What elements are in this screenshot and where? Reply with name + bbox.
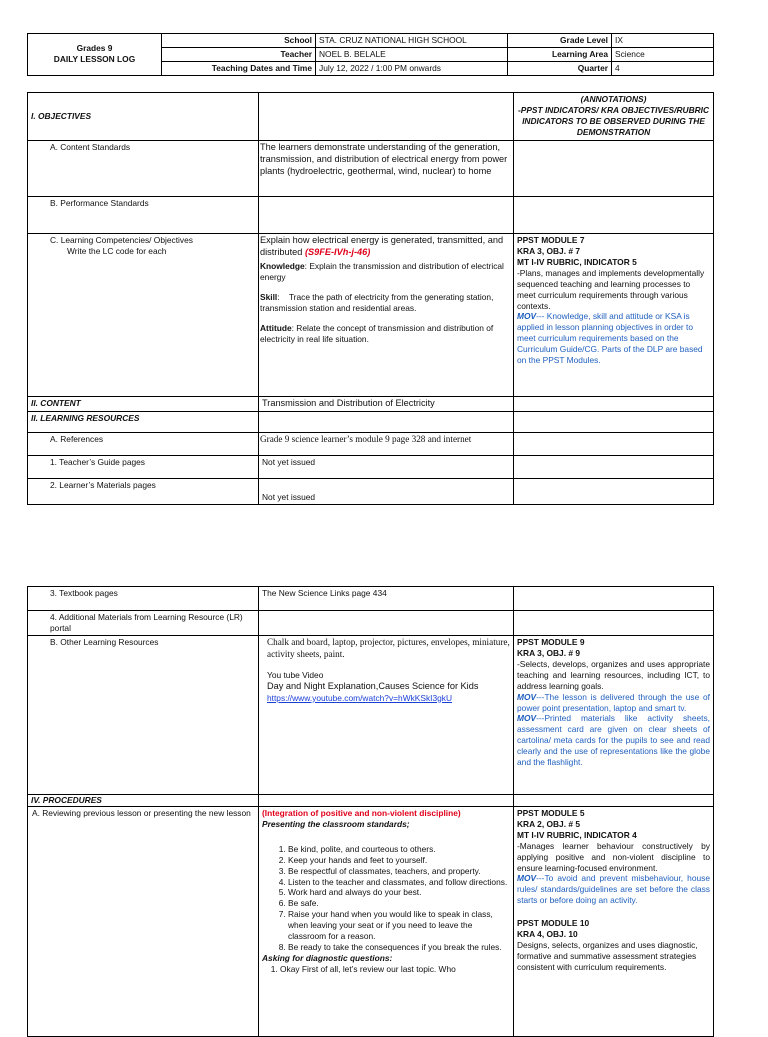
lesson-table-page1 xyxy=(27,92,714,505)
ann10-kra: KRA 4, OBJ. 10 xyxy=(517,929,578,940)
log-title: DAILY LESSON LOG xyxy=(53,53,136,64)
video-title: Day and Night Explanation,Causes Science for Kids xyxy=(267,680,479,691)
content-standards-annotation xyxy=(514,141,714,197)
review-content xyxy=(259,806,514,1036)
skill-text: Trace the path of electricity from the generating station, transmission station and residential areas. xyxy=(260,291,494,313)
annotations-title: (ANNOTATIONS) xyxy=(580,94,647,104)
ann5-module: PPST MODULE 5 xyxy=(517,807,585,818)
ann-mov-label: MOV xyxy=(517,311,537,322)
skill-objective: Skill: Trace the path of electricity from the generating station, transmission station and residential areas. xyxy=(260,291,494,313)
attitude-label: Attitude xyxy=(260,322,292,333)
ann10-module: PPST MODULE 10 xyxy=(517,918,590,929)
competencies-annotation xyxy=(514,234,714,397)
competency-code: (S9FE-IVh-j-46) xyxy=(304,246,371,257)
quarter-label: Quarter xyxy=(508,61,612,75)
rule-item: 1. Be kind, polite, and courteous to others. xyxy=(288,844,510,855)
grade-level-label: Grade Level xyxy=(508,34,612,48)
dates-label: Teaching Dates and Time xyxy=(162,61,316,75)
rule-item: 8. Be ready to take the consequences if you break the rules. xyxy=(288,942,510,953)
lesson-table-page2 xyxy=(27,586,714,1037)
review-annotation xyxy=(514,806,714,1036)
competencies-sub: Write the LC code for each xyxy=(67,245,167,256)
rule-item: 4. Listen to the teacher and classmates, and follow directions. xyxy=(288,877,510,888)
lm-annotation xyxy=(514,479,714,505)
ann-mov-text: --- Knowledge, skill and attitude or KSA is applied in lesson planning objectives in order to meet curriculum requirements based on the Curriculum Guide/CG. Parts of the DLP are based on the PPST Modules. xyxy=(517,311,703,366)
performance-standards-text xyxy=(259,197,514,234)
additional-annotation xyxy=(514,611,714,636)
competencies-content xyxy=(259,234,514,397)
content-standards-text: The learners demonstrate understanding of the generation, transmission, and distribution of electrical energy from power plants (hydroelectric, geothermal, wind, nuclear) to home xyxy=(259,141,514,197)
learning-area-value: Science xyxy=(612,47,714,61)
annotations-header xyxy=(514,93,714,141)
additional-value xyxy=(259,611,514,636)
ann5-mov-label: MOV xyxy=(517,873,537,884)
skill-label: Skill xyxy=(260,291,278,302)
ann9-mov1 xyxy=(517,692,710,714)
asking-text: Asking for diagnostic questions: xyxy=(262,952,393,963)
content-standards-label: A. Content Standards xyxy=(28,141,259,197)
tg-value: Not yet issued xyxy=(259,456,514,479)
lm-value: Not yet issued xyxy=(259,479,514,505)
ann5-kra: KRA 2, OBJ. # 5 xyxy=(517,818,580,829)
ann9-desc: -Selects, develops, organizes and uses appropriate teaching and learning resources, including ICT, to address learning goals. xyxy=(517,658,710,691)
tg-label: 1. Teacher’s Guide pages xyxy=(28,456,259,479)
knowledge-objective xyxy=(260,261,510,283)
ann-desc: -Plans, manages and implements developmentally sequenced teaching and learning processes to meet curriculum requirements through various contexts. xyxy=(517,267,705,311)
review-label: A. Reviewing previous lesson or presenting the new lesson xyxy=(28,806,259,1036)
ann9-mov1-text: ---The lesson is delivered through the use of power point presentation, laptop and smart tv. xyxy=(517,691,710,713)
objectives-empty xyxy=(259,93,514,141)
ann5-mov xyxy=(517,873,710,906)
diagnostic-list xyxy=(262,964,510,975)
references-annotation xyxy=(514,433,714,456)
school-value: STA. CRUZ NATIONAL HIGH SCHOOL xyxy=(316,34,508,48)
rule-item: 6. Be safe. xyxy=(288,898,510,909)
video-link[interactable]: https://www.youtube.com/watch?v=hWkKSkI3gkU xyxy=(267,692,453,703)
references-label: A. References xyxy=(28,433,259,456)
ann-module: PPST MODULE 7 xyxy=(517,235,585,245)
attitude-text: : Relate the concept of transmission and distribution of electricity in real life situation. xyxy=(260,322,494,344)
ann9-mov1-label: MOV xyxy=(517,691,537,702)
competencies-label-cell xyxy=(28,234,259,397)
video-label: You tube Video xyxy=(267,669,324,680)
knowledge-text: : Explain the transmission and distribution of electrical energy xyxy=(260,260,504,282)
other-resources-annotation xyxy=(514,636,714,795)
ann-mov xyxy=(517,311,710,366)
performance-standards-annotation xyxy=(514,197,714,234)
teacher-label: Teacher xyxy=(162,47,316,61)
resources-empty xyxy=(259,412,514,433)
other-resources-content xyxy=(259,636,514,795)
content-label: II. CONTENT xyxy=(28,397,259,412)
rules-list xyxy=(262,844,510,953)
ann9-mov2-text: ---Printed materials like activity sheets, assessment card are given on clear sheets of cartolina/ meta cards for the pupils to see and read clearly and the use of representations like the globe and the flashlight. xyxy=(517,713,710,768)
rule-item: 2. Keep your hands and feet to yourself. xyxy=(288,855,510,866)
competency-text: Explain how electrical energy is generated, transmitted, and distributed xyxy=(260,235,504,257)
ann9-kra: KRA 3, OBJ. # 9 xyxy=(517,647,580,658)
rule-item: 5. Work hard and always do your best. xyxy=(288,887,510,898)
resources-label: II. LEARNING RESOURCES xyxy=(28,412,259,433)
header-table xyxy=(27,33,714,76)
header-title-cell xyxy=(28,34,162,76)
teacher-value: NOEL B. BELALE xyxy=(316,47,508,61)
lm-label: 2. Learner’s Materials pages xyxy=(28,479,259,505)
procedures-annotation xyxy=(514,795,714,807)
competency-statement xyxy=(260,235,510,259)
other-resources-label: B. Other Learning Resources xyxy=(28,636,259,795)
procedures-empty xyxy=(259,795,514,807)
additional-label: 4. Additional Materials from Learning Resource (LR) portal xyxy=(28,611,259,636)
school-label: School xyxy=(162,34,316,48)
objectives-label: I. OBJECTIVES xyxy=(28,93,259,141)
ann5-desc: -Manages learner behaviour constructively by applying positive and non-violent discipline to ensure learning-focused environment. xyxy=(517,840,710,873)
content-annotation xyxy=(514,397,714,412)
presenting-text: Presenting the classroom standards; xyxy=(262,818,410,829)
integration-text: (Integration of positive and non-violent discipline) xyxy=(262,807,461,818)
attitude-objective xyxy=(260,323,510,345)
tg-annotation xyxy=(514,456,714,479)
quarter-value: 4 xyxy=(612,61,714,75)
textbook-label: 3. Textbook pages xyxy=(28,587,259,611)
references-value: Grade 9 science learner’s module 9 page 328 and internet xyxy=(259,433,514,456)
competencies-label: C. Learning Competencies/ Objectives xyxy=(50,235,193,245)
ann-rubric: MT I-IV RUBRIC, INDICATOR 5 xyxy=(517,256,637,267)
procedures-label: IV. PROCEDURES xyxy=(28,795,259,807)
diagnostic-item: 1. Okay First of all, let’s review our last topic. Who xyxy=(280,964,510,975)
knowledge-label: Knowledge xyxy=(260,260,305,271)
ann5-rubric: MT I-IV RUBRIC, INDICATOR 4 xyxy=(517,829,637,840)
other-resources-text: Chalk and board, laptop, projector, pictures, envelopes, miniature, activity sheets, paint. xyxy=(267,637,510,659)
performance-standards-label: B. Performance Standards xyxy=(28,197,259,234)
rule-item: 7. Raise your hand when you would like to speak in class, when leaving your seat or if you need to leave the classroom for a reason. xyxy=(288,909,510,942)
content-value: Transmission and Distribution of Electricity xyxy=(259,397,514,412)
ann-kra: KRA 3, OBJ. # 7 xyxy=(517,245,580,256)
annotations-subtitle: -PPST INDICATORS/ KRA OBJECTIVES/RUBRIC INDICATORS TO BE OBSERVED DURING THE DEMONSTRATION xyxy=(517,104,710,137)
resources-annotation xyxy=(514,412,714,433)
ann9-mov2-label: MOV xyxy=(517,713,537,724)
textbook-value: The New Science Links page 434 xyxy=(259,587,514,611)
rule-item: 3. Be respectful of classmates, teachers, and property. xyxy=(288,866,510,877)
ann10-desc: Designs, selects, organizes and uses diagnostic, formative and summative assessment strategies consistent with curriculum requirements. xyxy=(517,940,698,972)
textbook-annotation xyxy=(514,587,714,611)
ann5-mov-text: ---To avoid and prevent misbehaviour, house rules/ standards/guidelines are set before the class starts or before doing an activity. xyxy=(517,873,710,906)
dates-value: July 12, 2022 / 1:00 PM onwards xyxy=(316,61,508,75)
ann9-module: PPST MODULE 9 xyxy=(517,637,585,647)
ann9-mov2 xyxy=(517,713,710,768)
learning-area-label: Learning Area xyxy=(508,47,612,61)
grade-level-value: IX xyxy=(612,34,714,48)
grade-title: Grades 9 xyxy=(76,42,113,53)
